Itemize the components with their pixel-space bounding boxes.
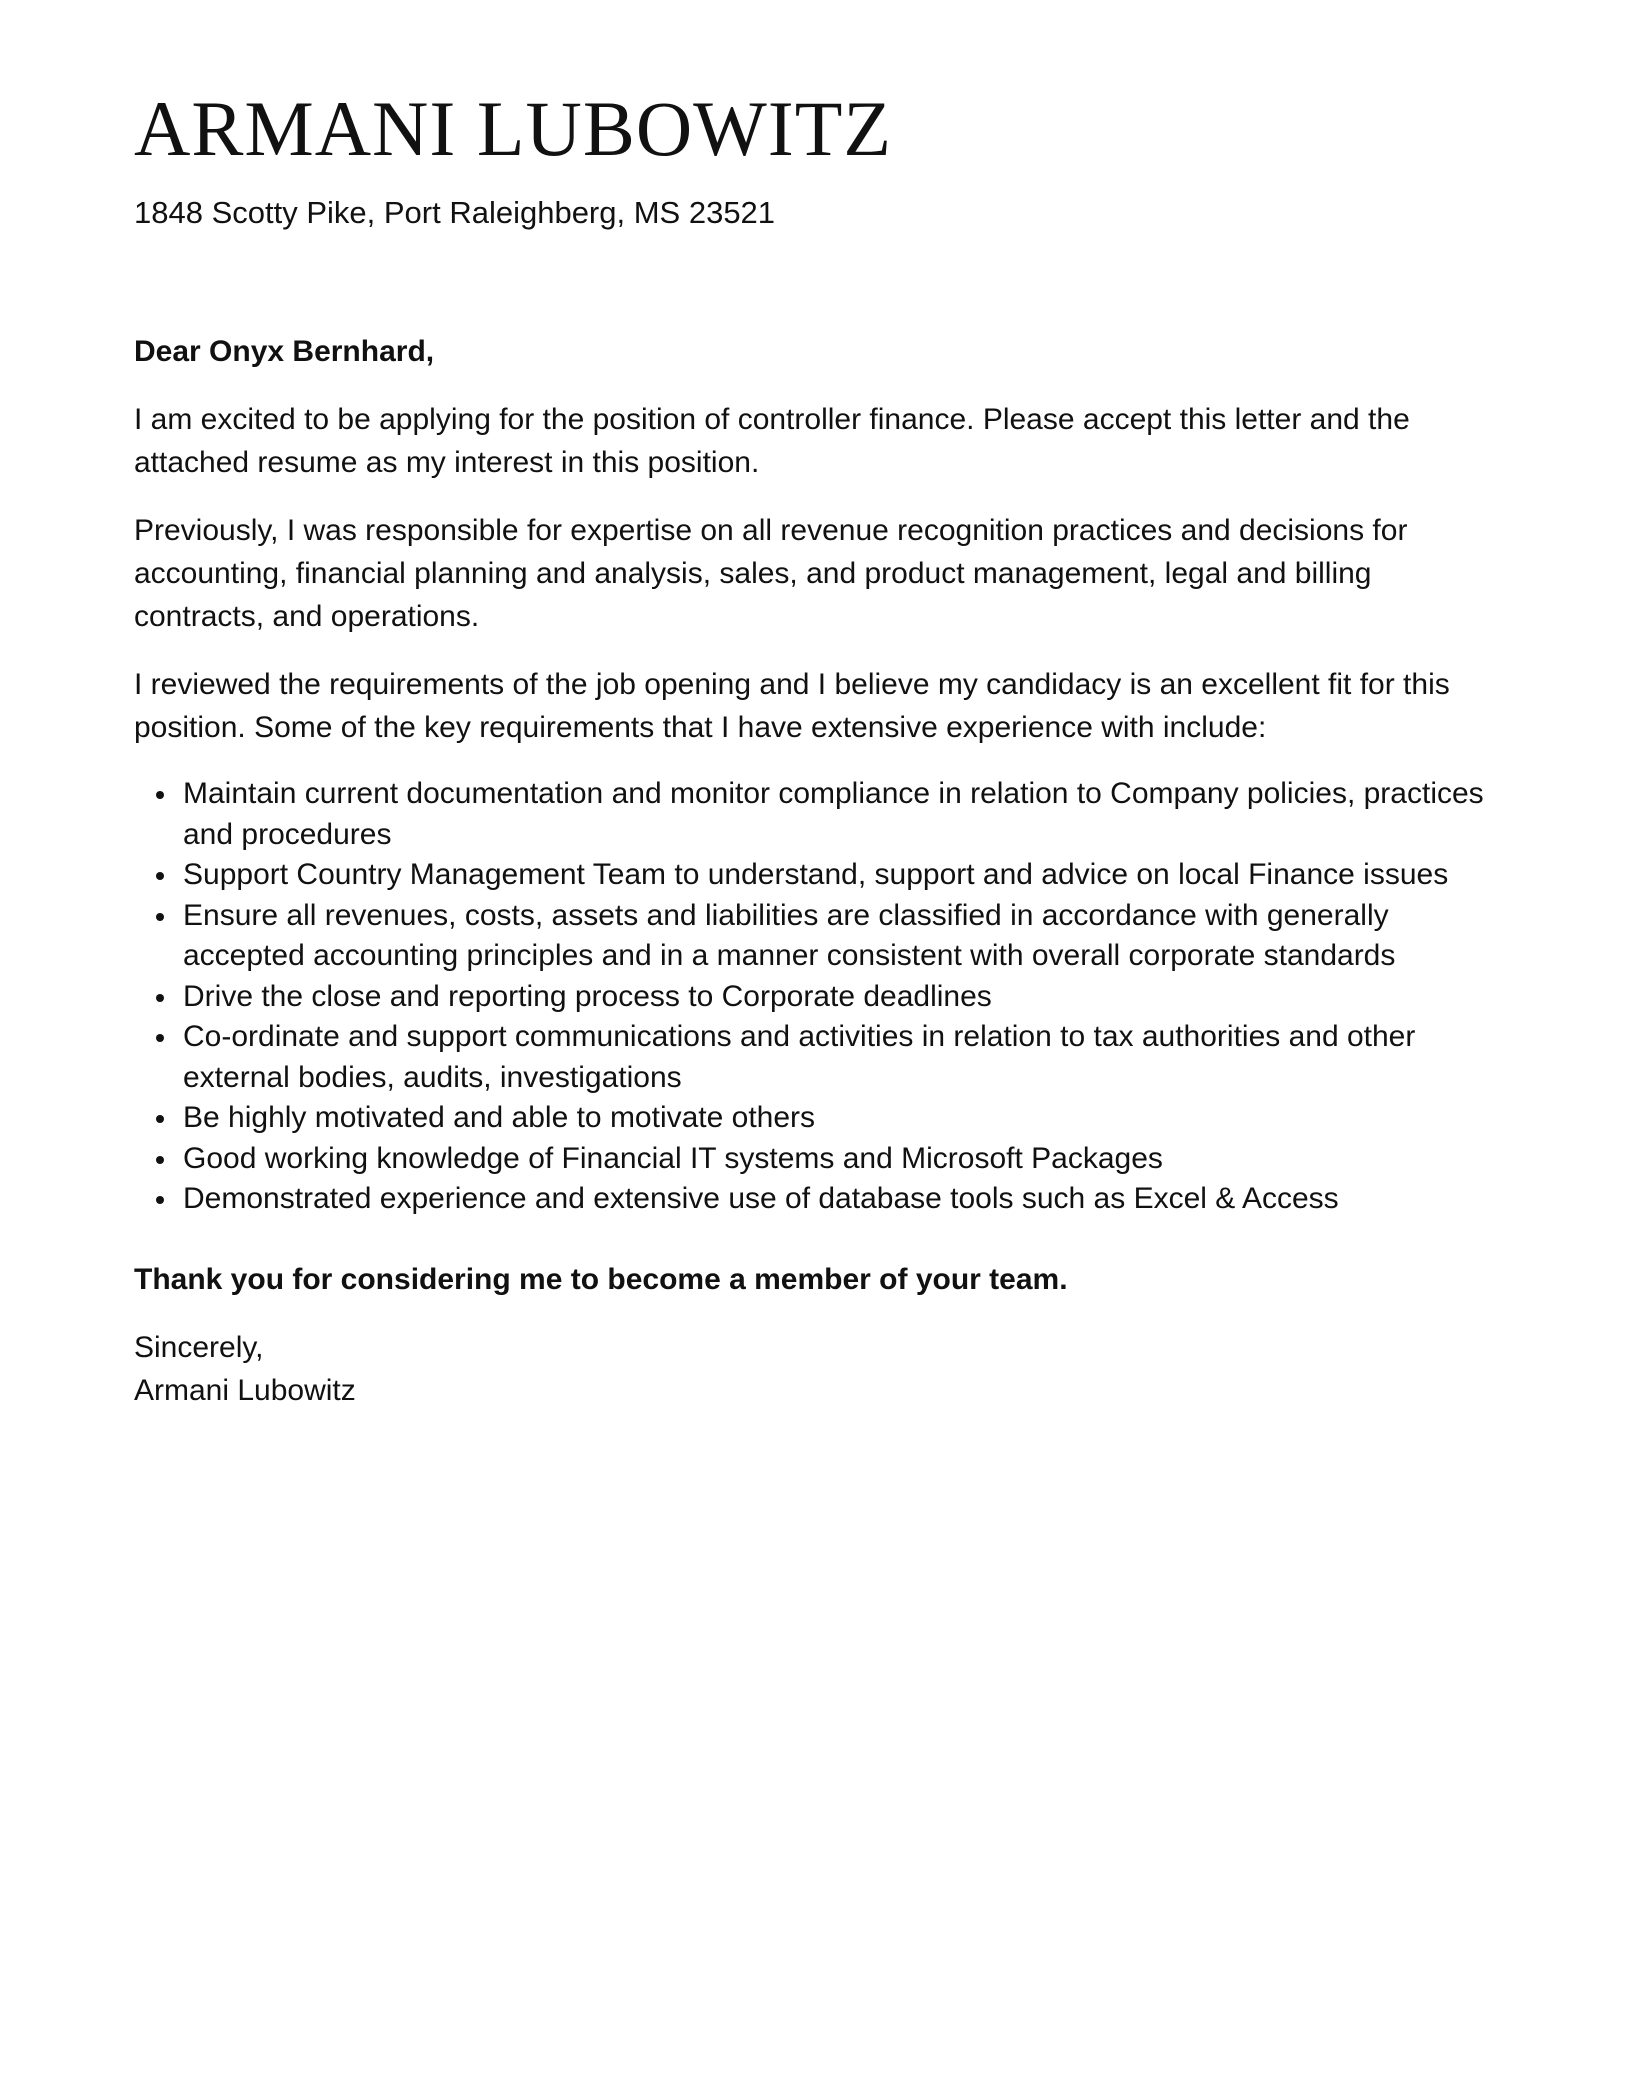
list-item: Be highly motivated and able to motivate others xyxy=(183,1098,1498,1139)
signoff-text: Sincerely, xyxy=(134,1330,264,1364)
applicant-name: ARMANI LUBOWITZ xyxy=(134,85,893,172)
list-item: Drive the close and reporting process to Corporate deadlines xyxy=(183,977,1498,1018)
intro-paragraph: I am excited to be applying for the position of controller finance. Please accept this letter and the attached resume as my interest in this position. xyxy=(134,403,1410,479)
signature-name: Armani Lubowitz xyxy=(134,1373,356,1407)
list-item: Good working knowledge of Financial IT systems and Microsoft Packages xyxy=(183,1139,1498,1180)
list-item: Co-ordinate and support communications and activities in relation to tax authorities and other external bodies, audits, investigations xyxy=(183,1017,1498,1098)
requirements-intro-paragraph: I reviewed the requirements of the job opening and I believe my candidacy is an excellent fit for this position. Some of the key requirements that I have extensive experience with include: xyxy=(134,668,1450,744)
list-item: Maintain current documentation and monitor compliance in relation to Company policies, practices and procedures xyxy=(183,774,1498,855)
signoff xyxy=(134,1326,1498,1412)
salutation: Dear Onyx Bernhard, xyxy=(134,335,435,368)
applicant-address: 1848 Scotty Pike, Port Raleighberg, MS 23521 xyxy=(134,195,776,230)
requirements-list xyxy=(134,774,1498,1220)
list-item: Support Country Management Team to understand, support and advice on local Finance issues xyxy=(183,855,1498,896)
closing-statement: Thank you for considering me to become a member of your team. xyxy=(134,1262,1068,1296)
list-item: Demonstrated experience and extensive use of database tools such as Excel & Access xyxy=(183,1179,1498,1220)
list-item: Ensure all revenues, costs, assets and liabilities are classified in accordance with generally accepted accounting principles and in a manner consistent with overall corporate standards xyxy=(183,896,1498,977)
letter-body xyxy=(134,330,1498,1412)
experience-paragraph: Previously, I was responsible for expertise on all revenue recognition practices and decisions for accounting, financial planning and analysis, sales, and product management, legal and billing contracts, and operations. xyxy=(134,514,1408,633)
